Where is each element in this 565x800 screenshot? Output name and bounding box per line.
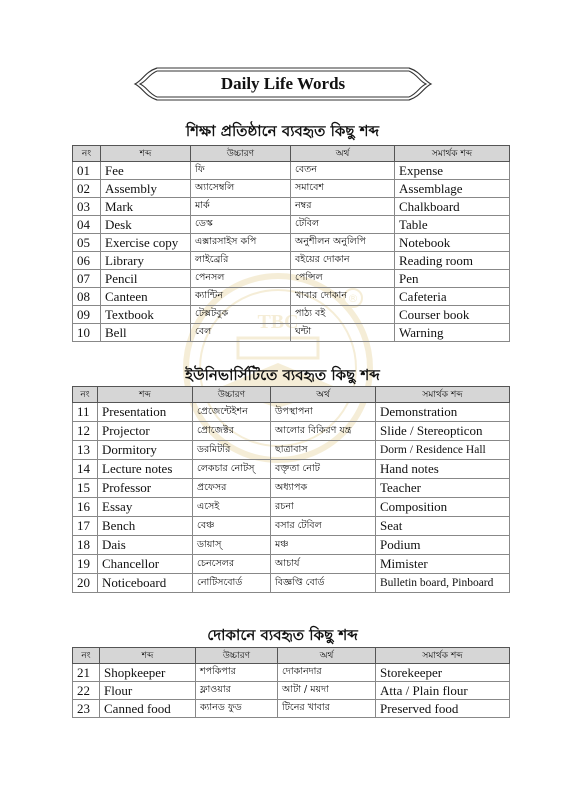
row-pronunciation: প্রোজেক্টর: [193, 422, 271, 441]
table-education: [72, 145, 510, 342]
table-shop: [72, 647, 510, 718]
row-pronunciation: শপকিপার: [196, 664, 278, 682]
header-synonym: সমার্থক শব্দ: [395, 146, 510, 162]
row-word: Assembly: [101, 180, 191, 198]
row-word: Pencil: [101, 270, 191, 288]
row-word: Presentation: [98, 403, 193, 422]
row-number: 13: [73, 441, 98, 460]
row-pronunciation: লাইব্রেরি: [191, 252, 291, 270]
row-pronunciation: টেক্সটবুক: [191, 306, 291, 324]
row-number: 03: [73, 198, 101, 216]
header-num: নং: [73, 387, 98, 403]
row-word: Exercise copy: [101, 234, 191, 252]
header-word: শব্দ: [98, 387, 193, 403]
table-row: [73, 536, 510, 555]
row-synonym: Cafeteria: [395, 288, 510, 306]
row-synonym: Notebook: [395, 234, 510, 252]
table-row: [73, 682, 510, 700]
row-number: 22: [73, 682, 100, 700]
table-university: [72, 386, 510, 593]
table-row: [73, 555, 510, 574]
row-synonym: Bulletin board, Pinboard: [376, 574, 510, 593]
row-synonym: Expense: [395, 162, 510, 180]
table-row: [73, 162, 510, 180]
header-num: নং: [73, 146, 101, 162]
row-word: Bell: [101, 324, 191, 342]
row-meaning: আটা / ময়দা: [278, 682, 376, 700]
row-number: 18: [73, 536, 98, 555]
table-row: [73, 180, 510, 198]
row-number: 10: [73, 324, 101, 342]
table-row: [73, 441, 510, 460]
row-meaning: বক্তৃতা নোট: [271, 460, 376, 479]
row-word: Library: [101, 252, 191, 270]
page-title: Daily Life Words: [220, 74, 346, 93]
row-synonym: Chalkboard: [395, 198, 510, 216]
header-meaning: অর্থ: [278, 648, 376, 664]
row-meaning: সমাবেশ: [291, 180, 395, 198]
row-number: 08: [73, 288, 101, 306]
table-row: [73, 664, 510, 682]
row-number: 04: [73, 216, 101, 234]
row-meaning: পেন্সিল: [291, 270, 395, 288]
row-meaning: অনুশীলন অনুলিপি: [291, 234, 395, 252]
row-word: Projector: [98, 422, 193, 441]
row-meaning: টিনের খাবার: [278, 700, 376, 718]
row-word: Canned food: [100, 700, 196, 718]
row-pronunciation: ক্যানড ফুড: [196, 700, 278, 718]
row-synonym: Warning: [395, 324, 510, 342]
row-meaning: রচনা: [271, 498, 376, 517]
row-meaning: আচার্য: [271, 555, 376, 574]
row-synonym: Composition: [376, 498, 510, 517]
row-word: Mark: [101, 198, 191, 216]
row-meaning: পাঠ্য বই: [291, 306, 395, 324]
row-number: 02: [73, 180, 101, 198]
row-pronunciation: প্রফেসর: [193, 479, 271, 498]
row-word: Textbook: [101, 306, 191, 324]
row-meaning: মঞ্চ: [271, 536, 376, 555]
header-num: নং: [73, 648, 100, 664]
row-pronunciation: এসেই: [193, 498, 271, 517]
row-synonym: Assemblage: [395, 180, 510, 198]
row-pronunciation: চেনসেলর: [193, 555, 271, 574]
table-row: [73, 288, 510, 306]
table-row: [73, 270, 510, 288]
row-word: Lecture notes: [98, 460, 193, 479]
row-meaning: অধ্যাপক: [271, 479, 376, 498]
row-number: 21: [73, 664, 100, 682]
row-pronunciation: প্রেজেন্টেইশন: [193, 403, 271, 422]
row-synonym: Podium: [376, 536, 510, 555]
row-word: Professor: [98, 479, 193, 498]
row-pronunciation: অ্যাসেম্বলি: [191, 180, 291, 198]
row-pronunciation: বেল: [191, 324, 291, 342]
row-pronunciation: বেঞ্চ: [193, 517, 271, 536]
table-row: [73, 517, 510, 536]
row-synonym: Slide / Stereopticon: [376, 422, 510, 441]
row-synonym: Atta / Plain flour: [376, 682, 510, 700]
header-meaning: অর্থ: [291, 146, 395, 162]
row-number: 06: [73, 252, 101, 270]
section-title-education: শিক্ষা প্রতিষ্ঠানে ব্যবহৃত কিছু শব্দ: [185, 122, 380, 140]
table-header-row: [73, 146, 510, 162]
header-pron: উচ্চারণ: [193, 387, 271, 403]
row-word: Dormitory: [98, 441, 193, 460]
row-synonym: Preserved food: [376, 700, 510, 718]
row-pronunciation: এক্সারসাইস কপি: [191, 234, 291, 252]
header-pron: উচ্চারণ: [196, 648, 278, 664]
table-row: [73, 422, 510, 441]
row-synonym: Dorm / Residence Hall: [376, 441, 510, 460]
table-row: [73, 700, 510, 718]
row-word: Flour: [100, 682, 196, 700]
row-pronunciation: ডরমিটরি: [193, 441, 271, 460]
table-row: [73, 234, 510, 252]
row-word: Noticeboard: [98, 574, 193, 593]
row-synonym: Courser book: [395, 306, 510, 324]
row-pronunciation: ফ্লাওয়ার: [196, 682, 278, 700]
row-meaning: বিজ্ঞপ্তি বোর্ড: [271, 574, 376, 593]
row-number: 16: [73, 498, 98, 517]
table-row: [73, 498, 510, 517]
table-row: [73, 324, 510, 342]
row-number: 01: [73, 162, 101, 180]
row-number: 17: [73, 517, 98, 536]
row-pronunciation: নোটিসবোর্ড: [193, 574, 271, 593]
header-synonym: সমার্থক শব্দ: [376, 648, 510, 664]
table-row: [73, 460, 510, 479]
row-word: Bench: [98, 517, 193, 536]
row-meaning: ঘন্টা: [291, 324, 395, 342]
header-pron: উচ্চারণ: [191, 146, 291, 162]
row-pronunciation: ডেস্ক: [191, 216, 291, 234]
row-meaning: ছাত্রাবাস: [271, 441, 376, 460]
title-banner: [133, 62, 433, 106]
table-row: [73, 198, 510, 216]
row-number: 20: [73, 574, 98, 593]
row-synonym: Reading room: [395, 252, 510, 270]
row-meaning: দোকানদার: [278, 664, 376, 682]
table-row: [73, 252, 510, 270]
row-meaning: নম্বর: [291, 198, 395, 216]
row-number: 12: [73, 422, 98, 441]
row-pronunciation: ফি: [191, 162, 291, 180]
row-synonym: Table: [395, 216, 510, 234]
table-row: [73, 403, 510, 422]
row-word: Shopkeeper: [100, 664, 196, 682]
row-number: 09: [73, 306, 101, 324]
section-title-university: ইউনিভার্সিটিতে ব্যবহৃত কিছু শব্দ: [185, 366, 380, 384]
table-row: [73, 216, 510, 234]
row-pronunciation: ডায়াস্: [193, 536, 271, 555]
svg-text:®: ®: [347, 292, 359, 305]
row-meaning: টেবিল: [291, 216, 395, 234]
row-number: 15: [73, 479, 98, 498]
row-meaning: খাবার দোকান: [291, 288, 395, 306]
row-synonym: Storekeeper: [376, 664, 510, 682]
table-header-row: [73, 648, 510, 664]
row-number: 11: [73, 403, 98, 422]
row-meaning: আলোর বিকিরণ যন্ত্র: [271, 422, 376, 441]
row-pronunciation: পেনসল: [191, 270, 291, 288]
section-title-shop: দোকানে ব্যবহৃত কিছু শব্দ: [207, 626, 358, 644]
row-synonym: Seat: [376, 517, 510, 536]
row-meaning: বসার টেবিল: [271, 517, 376, 536]
row-word: Fee: [101, 162, 191, 180]
row-pronunciation: লেকচার নোটস্: [193, 460, 271, 479]
row-number: 05: [73, 234, 101, 252]
row-synonym: Mimister: [376, 555, 510, 574]
header-word: শব্দ: [101, 146, 191, 162]
row-word: Desk: [101, 216, 191, 234]
row-word: Canteen: [101, 288, 191, 306]
row-word: Chancellor: [98, 555, 193, 574]
row-number: 19: [73, 555, 98, 574]
header-synonym: সমার্থক শব্দ: [376, 387, 510, 403]
table-row: [73, 574, 510, 593]
row-pronunciation: ক্যান্টিন: [191, 288, 291, 306]
row-synonym: Pen: [395, 270, 510, 288]
row-meaning: বেতন: [291, 162, 395, 180]
table-row: [73, 306, 510, 324]
row-number: 14: [73, 460, 98, 479]
header-meaning: অর্থ: [271, 387, 376, 403]
header-word: শব্দ: [100, 648, 196, 664]
table-row: [73, 479, 510, 498]
watermark-text: TBC: [257, 311, 299, 333]
row-word: Dais: [98, 536, 193, 555]
row-number: 07: [73, 270, 101, 288]
row-meaning: উপস্থাপনা: [271, 403, 376, 422]
row-synonym: Demonstration: [376, 403, 510, 422]
row-word: Essay: [98, 498, 193, 517]
row-number: 23: [73, 700, 100, 718]
row-synonym: Teacher: [376, 479, 510, 498]
row-synonym: Hand notes: [376, 460, 510, 479]
row-pronunciation: মার্ক: [191, 198, 291, 216]
row-meaning: বইয়ের দোকান: [291, 252, 395, 270]
table-header-row: [73, 387, 510, 403]
